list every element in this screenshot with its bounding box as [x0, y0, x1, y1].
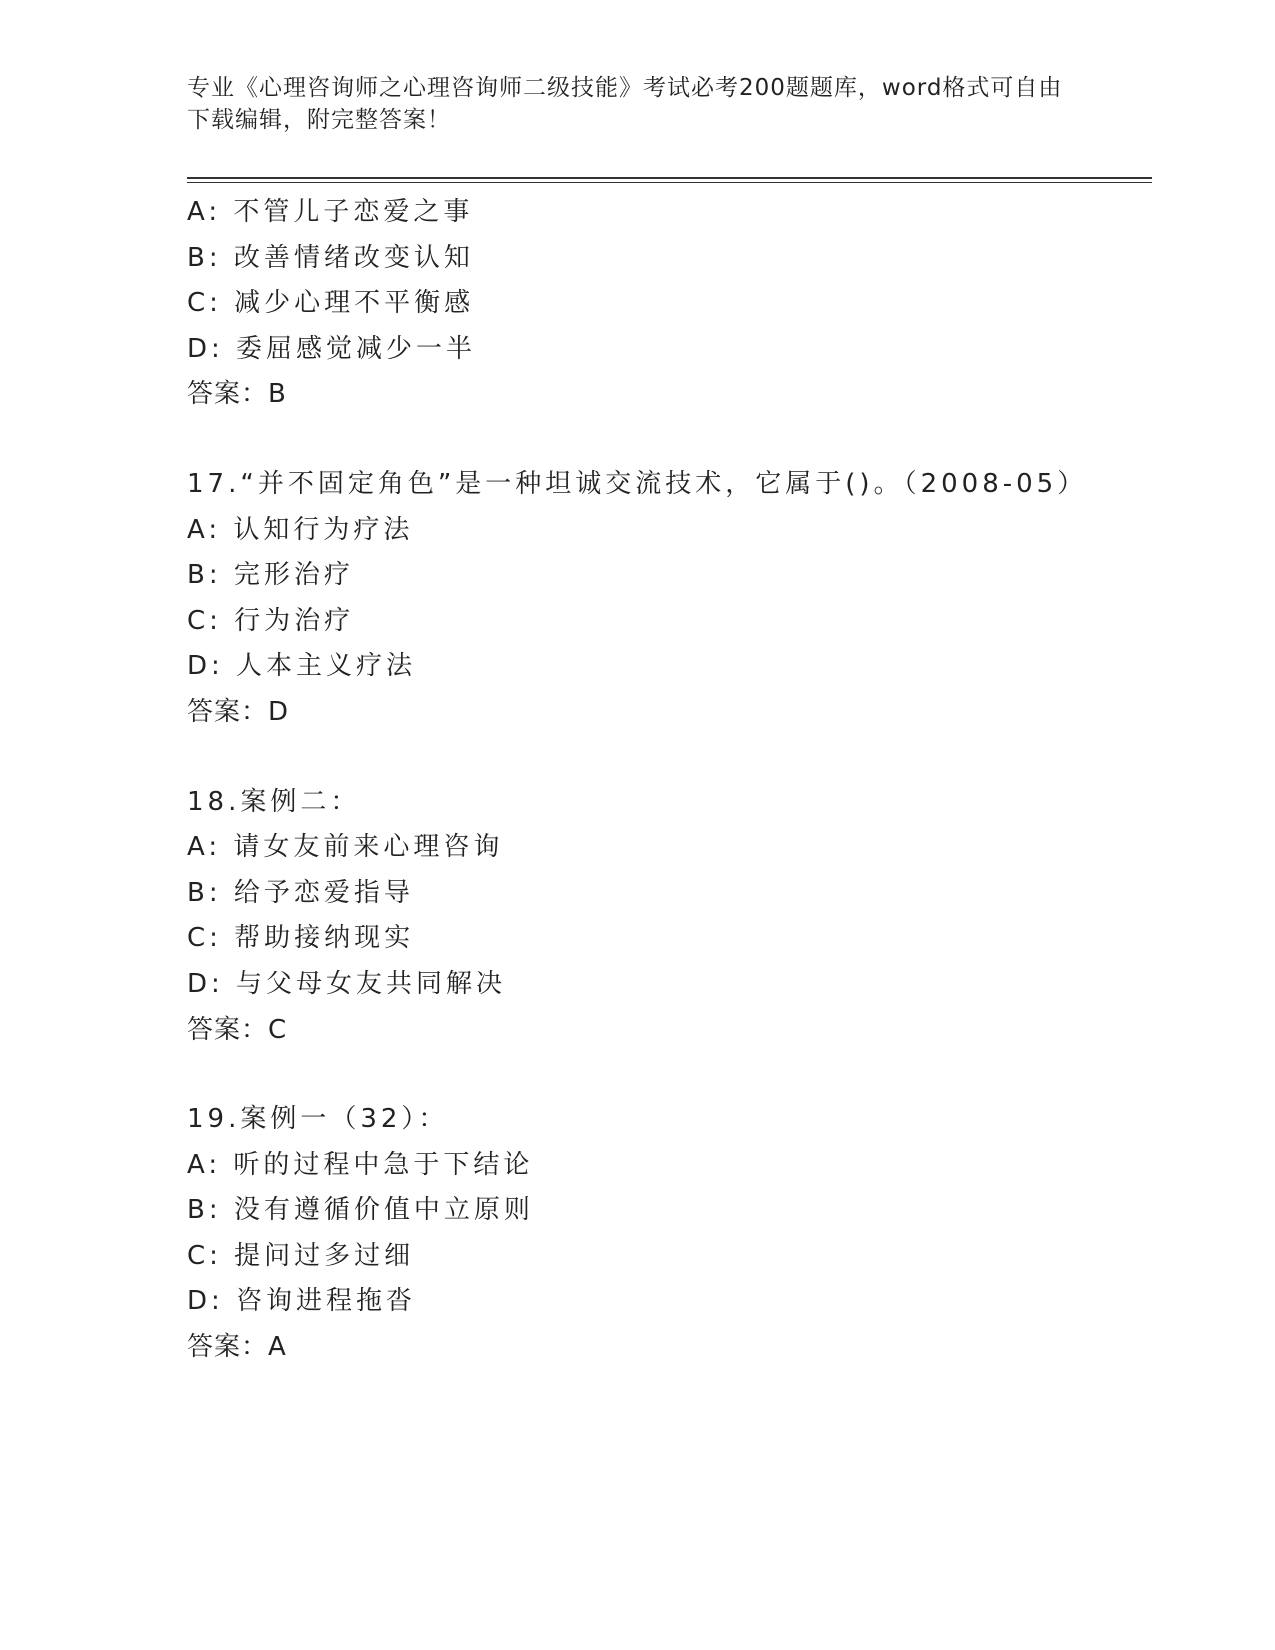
question-stem: 17.“并不固定角色”是一种坦诚交流技术，它属于()。（2008-05）	[187, 468, 1088, 499]
option-b: B: 改善情绪改变认知	[187, 242, 474, 273]
answer-line: 答案：D	[187, 696, 290, 727]
question-19	[187, 1097, 1152, 1371]
question-stem: 18.案例二：	[187, 786, 361, 817]
option-a: A: 认知行为疗法	[187, 514, 414, 545]
answer-line: 答案：C	[187, 1014, 288, 1045]
question-16	[187, 190, 1152, 418]
option-b: B: 没有遵循价值中立原则	[187, 1195, 534, 1226]
option-b: B: 给予恋爱指导	[187, 877, 414, 908]
option-d: D: 咨询进程拖沓	[187, 1286, 417, 1317]
answer-line: 答案：B	[187, 379, 287, 410]
option-c: C: 行为治疗	[187, 605, 355, 636]
question-17	[187, 462, 1152, 736]
option-d: D: 委屈感觉减少一半	[187, 333, 477, 364]
document-header: 专业《心理咨询师之心理咨询师二级技能》考试必考200题题库，word格式可自由下载编辑，附完整答案！	[187, 75, 1063, 133]
header-divider-thin	[187, 182, 1152, 183]
question-stem: 19.案例一（32）：	[187, 1104, 449, 1135]
option-d: D: 人本主义疗法	[187, 651, 417, 682]
answer-line: 答案：A	[187, 1332, 287, 1363]
option-a: A: 不管儿子恋爱之事	[187, 197, 474, 227]
question-list	[187, 190, 1152, 1415]
option-d: D: 与父母女友共同解决	[187, 968, 507, 999]
header-divider-thick	[187, 177, 1152, 179]
option-a: A: 请女友前来心理咨询	[187, 832, 504, 863]
option-c: C: 减少心理不平衡感	[187, 288, 475, 319]
option-c: C: 提问过多过细	[187, 1240, 415, 1271]
option-b: B: 完形治疗	[187, 560, 354, 591]
option-c: C: 帮助接纳现实	[187, 923, 415, 954]
option-a: A: 听的过程中急于下结论	[187, 1149, 534, 1180]
question-18	[187, 780, 1152, 1054]
